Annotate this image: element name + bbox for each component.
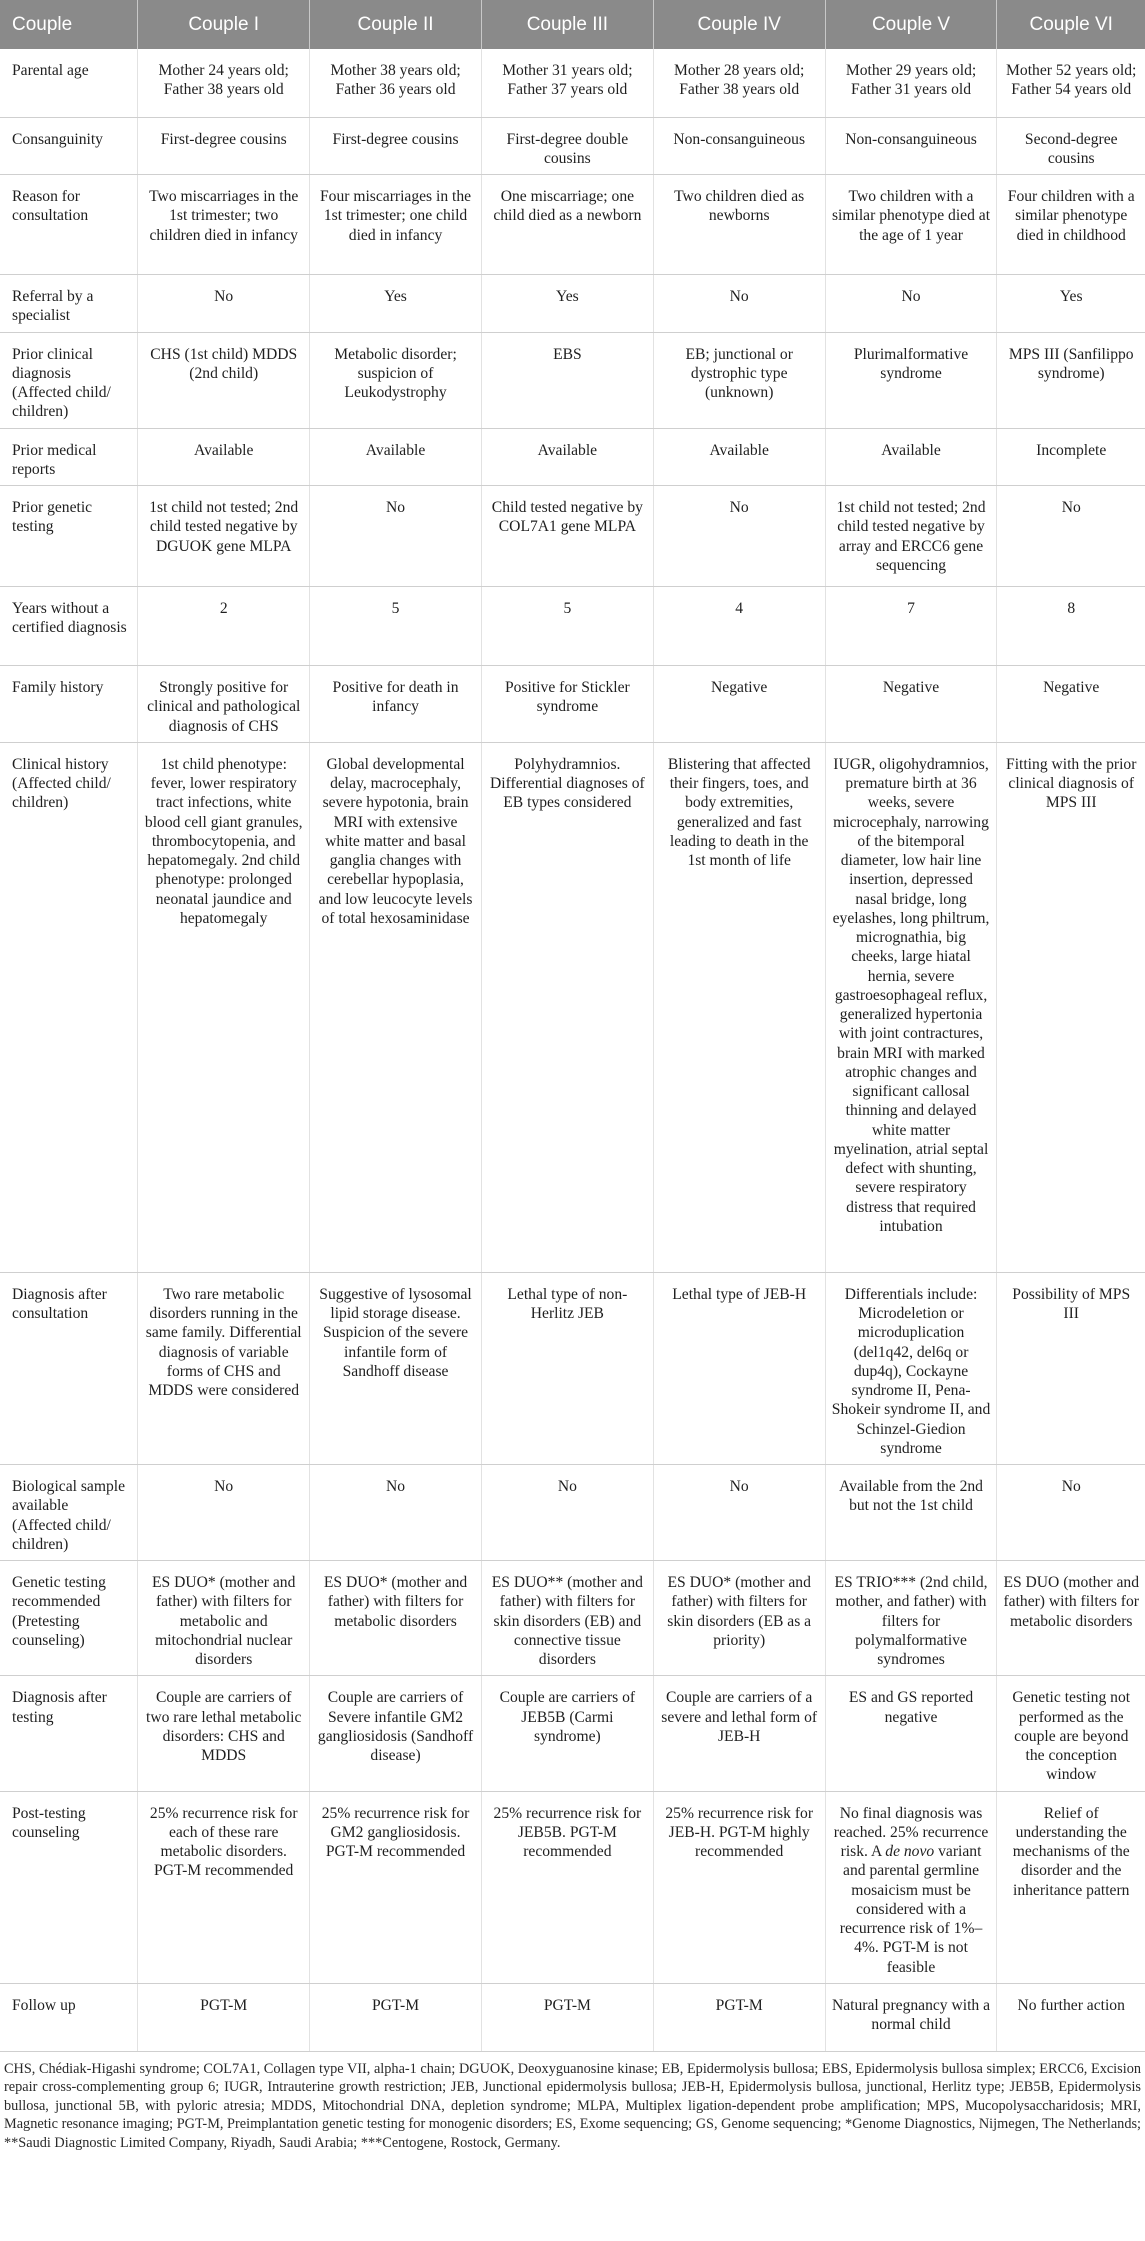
table-cell: Four miscarriages in the 1st trimester; one child died in infancy — [310, 175, 482, 275]
table-cell: 2 — [138, 587, 310, 666]
table-cell: Plurimalformative syndrome — [825, 332, 997, 428]
table-cell: No — [138, 1465, 310, 1561]
table-cell: Negative — [825, 666, 997, 743]
table-cell: Couple are carriers of two rare lethal metabolic disorders: CHS and MDDS — [138, 1676, 310, 1791]
table-cell: Two rare metabolic disorders running in the same family. Differential diagnosis of variable forms of CHS and MDDS were considered — [138, 1272, 310, 1464]
table-cell: CHS (1st child) MDDS (2nd child) — [138, 332, 310, 428]
row-label: Family history — [0, 666, 138, 743]
row-label: Reason for consultation — [0, 175, 138, 275]
table-cell: Fitting with the prior clinical diagnosis of MPS III — [997, 742, 1145, 1272]
table-cell: MPS III (Sanfilippo syndrome) — [997, 332, 1145, 428]
table-cell: Possibility of MPS III — [997, 1272, 1145, 1464]
table-cell: Metabolic disorder; suspicion of Leukodystrophy — [310, 332, 482, 428]
row-label: Diagnosis after consultation — [0, 1272, 138, 1464]
table-row — [0, 742, 1145, 1272]
table-cell: Incomplete — [997, 428, 1145, 486]
table-cell: PGT-M — [138, 1983, 310, 2051]
row-label: Biological sample available (Affected child/ children) — [0, 1465, 138, 1561]
header-row — [0, 0, 1145, 49]
table-cell: Mother 24 years old; Father 38 years old — [138, 49, 310, 117]
row-label: Follow up — [0, 1983, 138, 2051]
table-cell: 5 — [481, 587, 653, 666]
table-row — [0, 175, 1145, 275]
table-cell: 25% recurrence risk for GM2 gangliosidosis. PGT-M recommended — [310, 1791, 482, 1983]
table-cell: ES TRIO*** (2nd child, mother, and father) with filters for polymalformative syndromes — [825, 1561, 997, 1676]
row-label: Post-testing counseling — [0, 1791, 138, 1983]
table-cell: Available — [481, 428, 653, 486]
table-cell: 7 — [825, 587, 997, 666]
table-cell: Available — [653, 428, 825, 486]
table-cell: Mother 52 years old; Father 54 years old — [997, 49, 1145, 117]
table-cell: 5 — [310, 587, 482, 666]
table-row — [0, 1561, 1145, 1676]
table-cell: Natural pregnancy with a normal child — [825, 1983, 997, 2051]
table-row — [0, 117, 1145, 175]
italic-text: de novo — [885, 1843, 935, 1860]
table-row — [0, 275, 1145, 333]
table-cell: No — [481, 1465, 653, 1561]
table-cell: Suggestive of lysosomal lipid storage disease. Suspicion of the severe infantile form of Sandhoff disease — [310, 1272, 482, 1464]
table-cell — [825, 1791, 997, 1983]
table-cell: No further action — [997, 1983, 1145, 2051]
table-cell: Differentials include: Microdeletion or microduplication (del1q42, del6q or dup4q), Cockayne syndrome II, Pena-Shokeir syndrome II, and Schinzel-Giedion syndrome — [825, 1272, 997, 1464]
table-cell: 4 — [653, 587, 825, 666]
table-cell: Yes — [310, 275, 482, 333]
table-cell: No — [653, 1465, 825, 1561]
table-cell: Available — [138, 428, 310, 486]
table-cell: Blistering that affected their fingers, toes, and body extremities, generalized and fast leading to death in the 1st month of life — [653, 742, 825, 1272]
table-row — [0, 1465, 1145, 1561]
table-cell: ES DUO* (mother and father) with filters for metabolic and mitochondrial nuclear disorders — [138, 1561, 310, 1676]
table-cell: First-degree double cousins — [481, 117, 653, 175]
table-cell: Positive for Stickler syndrome — [481, 666, 653, 743]
table-cell: 25% recurrence risk for each of these rare metabolic disorders. PGT-M recommended — [138, 1791, 310, 1983]
row-label: Clinical history (Affected child/ children) — [0, 742, 138, 1272]
table-cell: Couple are carriers of JEB5B (Carmi syndrome) — [481, 1676, 653, 1791]
table-cell: Negative — [997, 666, 1145, 743]
table-cell: Available from the 2nd but not the 1st child — [825, 1465, 997, 1561]
table-cell: ES DUO (mother and father) with filters for metabolic disorders — [997, 1561, 1145, 1676]
table-cell: 25% recurrence risk for JEB5B. PGT-M recommended — [481, 1791, 653, 1983]
table-cell: Yes — [997, 275, 1145, 333]
row-label: Prior clinical diagnosis (Affected child/ children) — [0, 332, 138, 428]
table-cell: No — [653, 486, 825, 587]
table-row — [0, 587, 1145, 666]
table-cell: Four children with a similar phenotype died in childhood — [997, 175, 1145, 275]
table-row — [0, 486, 1145, 587]
table-cell: Non-consanguineous — [653, 117, 825, 175]
table-row — [0, 49, 1145, 117]
table-row — [0, 1272, 1145, 1464]
table-cell: EBS — [481, 332, 653, 428]
row-label: Parental age — [0, 49, 138, 117]
table-cell: First-degree cousins — [138, 117, 310, 175]
table-cell: Couple are carriers of a severe and lethal form of JEB-H — [653, 1676, 825, 1791]
table-cell: Second-degree cousins — [997, 117, 1145, 175]
table-cell: PGT-M — [310, 1983, 482, 2051]
table-cell: ES and GS reported negative — [825, 1676, 997, 1791]
table-cell: Mother 38 years old; Father 36 years old — [310, 49, 482, 117]
header-cell: Couple III — [481, 0, 653, 49]
table-cell: Non-consanguineous — [825, 117, 997, 175]
table-row — [0, 1791, 1145, 1983]
table-cell: EB; junctional or dystrophic type (unknown) — [653, 332, 825, 428]
table-cell: Mother 29 years old; Father 31 years old — [825, 49, 997, 117]
table-cell: No — [825, 275, 997, 333]
table-cell: Yes — [481, 275, 653, 333]
table-footnote: CHS, Chédiak-Higashi syndrome; COL7A1, Collagen type VII, alpha-1 chain; DGUOK, Deoxyguanosine kinase; EB, Epidermolysis bullosa; EBS, Epidermolysis bullosa simplex; ERCC6, Excision repair cross-complementing group 6; IUGR, Intrauterine growth restriction; JEB, Junctional epidermolysis bullosa; JEB-H, Epidermolysis bullosa, junctional, Herlitz type; JEB5B, Epidermolysis bullosa, junctional 5B, with pyloric atresia; MDDS, Mitochondrial DNA, depletion syndrome; MLPA, Multiplex ligation-dependent probe amplification; MPS, Mucopolysaccharidosis; MRI, Magnetic resonance imaging; PGT-M, Preimplantation genetic testing for monogenic disorders; ES, Exome sequencing; GS, Genome sequencing; *Genome Diagnostics, Nijmegen, The Netherlands; **Saudi Diagnostic Limited Company, Riyadh, Saudi Arabia; ***Centogene, Rostock, Germany. — [4, 2060, 1141, 2152]
header-cell: Couple I — [138, 0, 310, 49]
table-cell: Mother 28 years old; Father 38 years old — [653, 49, 825, 117]
table-cell: Polyhydramnios. Differential diagnoses of EB types considered — [481, 742, 653, 1272]
table-cell: Lethal type of JEB-H — [653, 1272, 825, 1464]
table-row — [0, 332, 1145, 428]
table-cell: Lethal type of non-Herlitz JEB — [481, 1272, 653, 1464]
table-row — [0, 1983, 1145, 2051]
table-cell: Strongly positive for clinical and pathological diagnosis of CHS — [138, 666, 310, 743]
table-cell: Global developmental delay, macrocephaly, severe hypotonia, brain MRI with extensive white matter and basal ganglia changes with cerebellar hypoplasia, and low leucocyte levels of total hexosaminidase — [310, 742, 482, 1272]
table-cell: Relief of understanding the mechanisms of the disorder and the inheritance pattern — [997, 1791, 1145, 1983]
table-cell: Available — [310, 428, 482, 486]
cell-text: variant and parental germline mosaicism must be considered with a recurrence risk of 1%–4%. PGT-M is not feasible — [839, 1843, 983, 1976]
table-cell: No — [997, 486, 1145, 587]
table-cell: Two children died as newborns — [653, 175, 825, 275]
row-label: Prior medical reports — [0, 428, 138, 486]
table-cell: No — [653, 275, 825, 333]
table-cell: One miscarriage; one child died as a newborn — [481, 175, 653, 275]
table-cell: 25% recurrence risk for JEB-H. PGT-M highly recommended — [653, 1791, 825, 1983]
row-label: Genetic testing recommended (Pretesting counseling) — [0, 1561, 138, 1676]
table-cell: Child tested negative by COL7A1 gene MLPA — [481, 486, 653, 587]
cell-text: No final diagnosis was reached. 25% recurrence risk. A — [833, 1804, 989, 1860]
table-cell: Mother 31 years old; Father 37 years old — [481, 49, 653, 117]
table-row — [0, 428, 1145, 486]
table-cell: No — [310, 486, 482, 587]
row-label: Years without a certified diagnosis — [0, 587, 138, 666]
row-label: Consanguinity — [0, 117, 138, 175]
table-cell: Two miscarriages in the 1st trimester; two children died in infancy — [138, 175, 310, 275]
header-cell: Couple IV — [653, 0, 825, 49]
table-cell: 1st child phenotype: fever, lower respiratory tract infections, white blood cell giant granules, thrombocytopenia, and hepatomegaly. 2nd child phenotype: prolonged neonatal jaundice and hepatomegaly — [138, 742, 310, 1272]
table-body — [0, 49, 1145, 2051]
table-row — [0, 1676, 1145, 1791]
table-cell: IUGR, oligohydramnios, premature birth at 36 weeks, severe microcephaly, narrowing of the bitemporal diameter, low hair line insertion, depressed nasal bridge, long eyelashes, long philtrum, micrognathia, big cheeks, large hiatal hernia, severe gastroesophageal reflux, generalized hypertonia with joint contractures, brain MRI with marked atrophic changes and significant callosal thinning and delayed white matter myelination, atrial septal defect with shunting, severe respiratory distress that required intubation — [825, 742, 997, 1272]
table-cell: PGT-M — [481, 1983, 653, 2051]
row-label: Referral by a specialist — [0, 275, 138, 333]
table-cell: No — [997, 1465, 1145, 1561]
table-cell: Available — [825, 428, 997, 486]
table-cell: 1st child not tested; 2nd child tested negative by DGUOK gene MLPA — [138, 486, 310, 587]
header-cell: Couple VI — [997, 0, 1145, 49]
table-cell: Genetic testing not performed as the couple are beyond the conception window — [997, 1676, 1145, 1791]
table-cell: ES DUO* (mother and father) with filters for metabolic disorders — [310, 1561, 482, 1676]
table-cell: 8 — [997, 587, 1145, 666]
table-cell: PGT-M — [653, 1983, 825, 2051]
table-cell: No — [138, 275, 310, 333]
table-cell: First-degree cousins — [310, 117, 482, 175]
header-cell: Couple — [0, 0, 138, 49]
table-cell: Negative — [653, 666, 825, 743]
table-cell: Two children with a similar phenotype died at the age of 1 year — [825, 175, 997, 275]
table-row — [0, 666, 1145, 743]
row-label: Prior genetic testing — [0, 486, 138, 587]
row-label: Diagnosis after testing — [0, 1676, 138, 1791]
table-cell: Positive for death in infancy — [310, 666, 482, 743]
table-cell: 1st child not tested; 2nd child tested negative by array and ERCC6 gene sequencing — [825, 486, 997, 587]
table-cell: ES DUO* (mother and father) with filters for skin disorders (EB as a priority) — [653, 1561, 825, 1676]
table-cell: No — [310, 1465, 482, 1561]
header-cell: Couple V — [825, 0, 997, 49]
table-cell: ES DUO** (mother and father) with filters for skin disorders (EB) and connective tissue disorders — [481, 1561, 653, 1676]
header-cell: Couple II — [310, 0, 482, 49]
table-cell: Couple are carriers of Severe infantile GM2 gangliosidosis (Sandhoff disease) — [310, 1676, 482, 1791]
